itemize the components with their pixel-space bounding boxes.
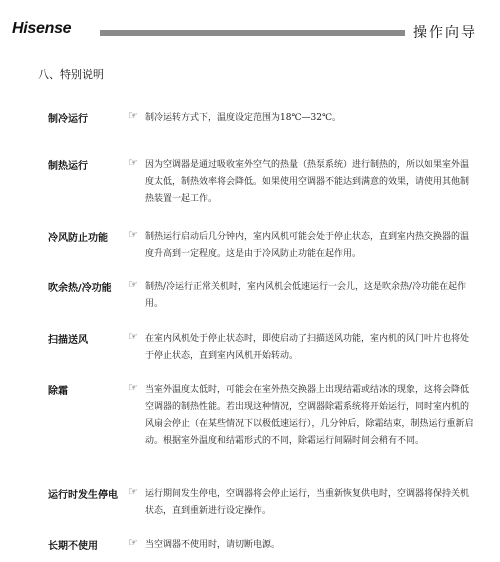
note-label: 制冷运行 [48, 114, 88, 125]
brand-logo: Hisense [12, 20, 72, 37]
note-label: 运行时发生停电 [48, 490, 118, 501]
note-label: 制热运行 [48, 161, 88, 172]
header-title: 操作向导 [413, 25, 477, 41]
pointing-hand-icon: ☞ [128, 109, 138, 122]
page-header [0, 0, 500, 60]
note-label: 吹余热/冷功能 [48, 283, 112, 294]
note-label: 扫描送风 [48, 335, 88, 346]
note-label: 冷风防止功能 [48, 233, 108, 244]
section-title: 八、特别说明 [38, 68, 104, 81]
note-text: 当室外温度太低时，可能会在室外热交换器上出现结霜或结冰的现象，这将会降低空调器的制热性能。若出现这种情况，空调器除霜系统将开始运行，同时室内机的风扇会停止（在某些情况下以极低速运行），几分钟后，除霜结束，制热运行重新启动。根据室外温度和结霜形式的不同，除霜运行间隔时间会稍有不同。 [145, 385, 474, 446]
note-label: 除霜 [48, 386, 68, 397]
note-text: 制热/冷运行正常关机时，室内风机会低速运行一会儿，这是吹余热/冷功能在起作用。 [145, 282, 467, 309]
note-text: 运行期间发生停电，空调器将会停止运行，当重新恢复供电时，空调器将保持关机状态，直到重新进行设定操作。 [145, 489, 470, 516]
note-text: 因为空调器是通过吸收室外空气的热量（热泵系统）进行制热的，所以如果室外温度太低，制热效率将会降低。如果使用空调器不能达到满意的效果，请使用其他制热装置一起工作。 [145, 160, 470, 204]
note-text: 制冷运转方式下，温度设定范围为18℃—32℃。 [145, 113, 342, 123]
note-text: 制热运行启动后几分钟内，室内风机可能会处于停止状态，直到室内热交换器的温度升高到一定程度。这是由于冷风防止功能在起作用。 [145, 232, 470, 259]
pointing-hand-icon: ☞ [128, 278, 138, 291]
pointing-hand-icon: ☞ [128, 485, 138, 498]
pointing-hand-icon: ☞ [128, 156, 138, 169]
pointing-hand-icon: ☞ [128, 536, 138, 549]
pointing-hand-icon: ☞ [128, 381, 138, 394]
note-label: 长期不使用 [48, 541, 98, 552]
pointing-hand-icon: ☞ [128, 330, 138, 343]
pointing-hand-icon: ☞ [128, 228, 138, 241]
note-text: 在室内风机处于停止状态时，即使启动了扫描送风功能，室内机的风门叶片也将处于停止状态，直到室内风机开始转动。 [145, 334, 470, 361]
note-text: 当空调器不使用时，请切断电源。 [145, 540, 281, 550]
header-rule [100, 30, 405, 36]
